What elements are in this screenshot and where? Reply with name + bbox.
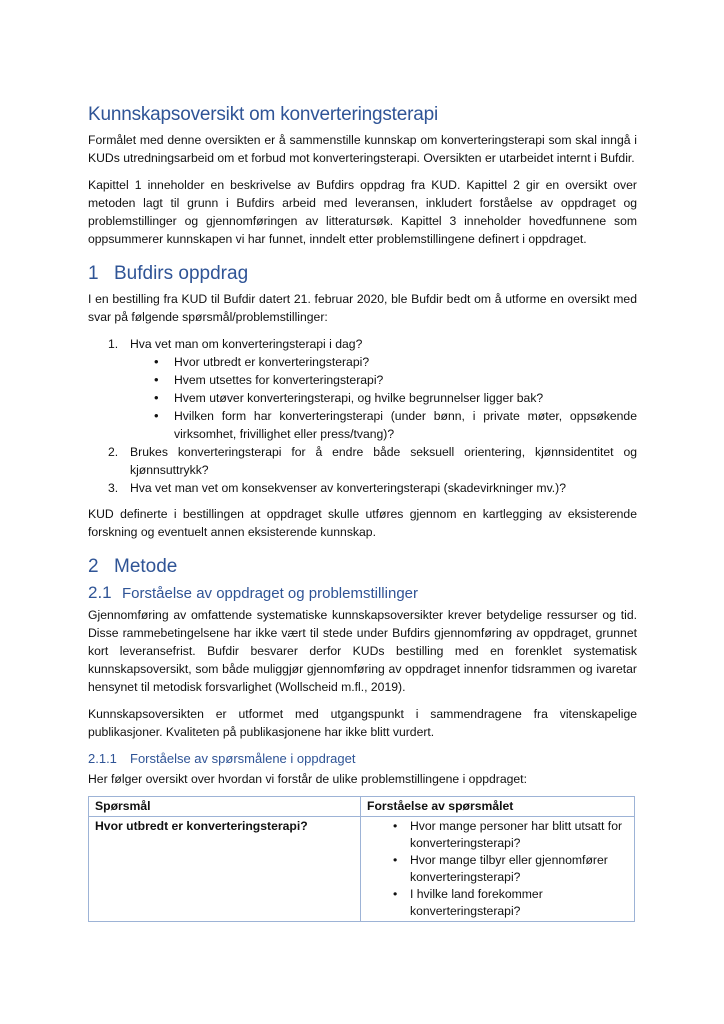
sub-question-item: • Hvor utbredt er konverteringsterapi? <box>130 353 637 371</box>
section-2-title: Metode <box>114 556 178 577</box>
question-item <box>88 443 637 479</box>
question-item <box>88 335 637 443</box>
section-2-1-1-paragraph: Her følger oversikt over hvordan vi forstår de ulike problemstillingene i oppdraget: <box>88 772 527 786</box>
section-2-1-1-title: Forståelse av spørsmålene i oppdraget <box>130 751 356 766</box>
question-number: 3. <box>108 481 119 495</box>
intro-paragraph-2: Kapittel 1 inneholder en beskrivelse av Bufdirs oppdrag fra KUD. Kapittel 2 gir en oversikt over metoden lagt til grunn i Bufdirs arbeid med leveransen, inkludert forståelse av oppdraget og problemstillinger og gjennomføringen av litteratursøk. Kapittel 3 inneholder hovedfunnene som oppsummerer kunnskapen vi har funnet, inndelt etter problemstillingene definert i oppdraget. <box>88 178 637 246</box>
section-2-1-1-heading <box>88 750 637 768</box>
question-number: 2. <box>108 445 119 459</box>
section-2-1-heading <box>88 583 637 604</box>
table-header-question: Spørsmål <box>89 797 361 817</box>
understanding-item: • Hvor mange personer har blitt utsatt for konverteringsterapi? <box>367 818 628 852</box>
section-1-heading <box>88 262 637 286</box>
section-1-paragraph-2: KUD definerte i bestillingen at oppdraget skulle utføres gjennom en kartlegging av eksisterende forskning og eventuelt annen eksisterende kunnskap. <box>88 507 637 539</box>
section-2-1-paragraph-1: Gjennomføring av omfattende systematiske kunnskapsoversikter krever betydelige ressurser og tid. Disse rammebetingelsene har ikke vært til stede under Bufdirs gjennomføring av oppdraget, grunnet kort leveransefrist. Bufdir besvarer derfor KUDs bestilling med en forenklet systematisk kunnskapsoversikt, som både muliggjør gjennomføring av oppdraget innenfor tidsrammen og ivaretar hensynet til metodisk forsvarlighet (Wollscheid m.fl., 2019). <box>88 608 637 694</box>
question-list <box>88 335 637 497</box>
questions-table <box>88 796 635 922</box>
section-1-title: Bufdirs oppdrag <box>114 263 249 284</box>
table-header-understanding: Forståelse av spørsmålet <box>361 797 635 817</box>
question-text: Hva vet man om konverteringsterapi i dag? <box>130 337 363 351</box>
table-header-row <box>89 797 635 817</box>
section-2-number: 2 <box>88 556 99 577</box>
table-cell-understanding <box>361 817 635 922</box>
document-title: Kunnskapsoversikt om konverteringsterapi <box>88 104 439 125</box>
understanding-item: • Hvor mange tilbyr eller gjennomfører konverteringsterapi? <box>367 852 628 886</box>
understanding-list <box>367 818 628 920</box>
question-text: Hva vet man vet om konsekvenser av konverteringsterapi (skadevirkninger mv.)? <box>130 481 566 495</box>
section-2-1-title: Forståelse av oppdraget og problemstillinger <box>122 585 418 602</box>
section-1-number: 1 <box>88 263 99 284</box>
section-2-heading <box>88 555 637 579</box>
table-row <box>89 817 635 922</box>
sub-question-item: • Hvilken form har konverteringsterapi (under bønn, i private møter, oppsøkende virksomhet, frivillighet eller press/tvang)? <box>130 407 637 443</box>
section-1-paragraph-1: I en bestilling fra KUD til Bufdir datert 21. februar 2020, ble Bufdir bedt om å utforme en oversikt med svar på følgende spørsmål/problemstillinger: <box>88 292 637 324</box>
question-item <box>88 479 637 497</box>
question-number: 1. <box>108 337 119 351</box>
understanding-item: • I hvilke land forekommer konverteringsterapi? <box>367 886 628 920</box>
sub-question-list <box>130 353 637 443</box>
question-text: Brukes konverteringsterapi for å endre både seksuell orientering, kjønnsidentitet og kjønnsuttrykk? <box>130 445 637 477</box>
section-2-1-1-number: 2.1.1 <box>88 751 117 766</box>
sub-question-item: • Hvem utøver konverteringsterapi, og hvilke begrunnelser ligger bak? <box>130 389 637 407</box>
sub-question-item: • Hvem utsettes for konverteringsterapi? <box>130 371 637 389</box>
section-2-1-number: 2.1 <box>88 583 112 602</box>
intro-paragraph-1: Formålet med denne oversikten er å sammenstille kunnskap om konverteringsterapi som skal inngå i KUDs utredningsarbeid om et forbud mot konverteringsterapi. Oversikten er utarbeidet internt i Bufdir. <box>88 133 637 165</box>
table-cell-question: Hvor utbredt er konverteringsterapi? <box>89 817 361 922</box>
section-2-1-paragraph-2: Kunnskapsoversikten er utformet med utgangspunkt i sammendragene fra vitenskapelige publikasjoner. Kvaliteten på publikasjonene har ikke blitt vurdert. <box>88 707 637 739</box>
